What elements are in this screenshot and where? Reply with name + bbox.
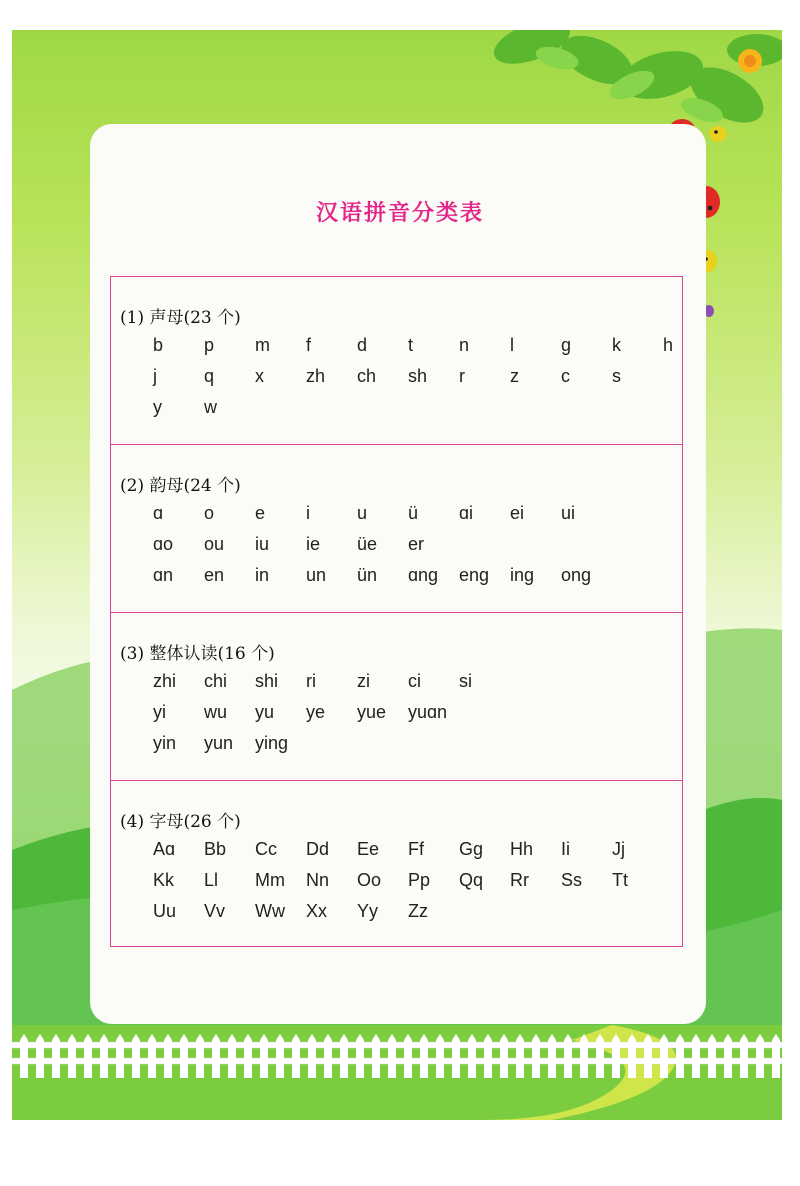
pinyin-item: ing: [510, 565, 535, 585]
pinyin-row: [111, 733, 682, 757]
pinyin-item: ün: [357, 565, 378, 585]
pinyin-item: x: [255, 366, 264, 386]
pinyin-item: yin: [153, 733, 177, 753]
fence-picket: [452, 1034, 460, 1078]
pinyin-item: e: [255, 503, 266, 523]
fence-picket: [612, 1034, 620, 1078]
pinyin-item: ü: [408, 503, 419, 523]
pinyin-row: [111, 565, 682, 589]
fence-picket: [404, 1034, 412, 1078]
pinyin-row: [111, 901, 682, 925]
fence-picket: [772, 1034, 780, 1078]
pinyin-item: ɑ: [153, 503, 164, 523]
fence-picket: [52, 1034, 60, 1078]
pinyin-row: [111, 366, 682, 390]
pinyin-item: Ee: [357, 839, 380, 859]
pinyin-item: ong: [561, 565, 592, 585]
pinyin-item: d: [357, 335, 368, 355]
fence-picket: [260, 1034, 268, 1078]
pinyin-item: ch: [357, 366, 377, 386]
pinyin-item: Dd: [306, 839, 330, 859]
fence-picket: [596, 1034, 604, 1078]
fence-picket: [420, 1034, 428, 1078]
pinyin-item: ye: [306, 702, 326, 722]
pinyin-item: iu: [255, 534, 270, 554]
pinyin-item: Nn: [306, 870, 330, 890]
fence-picket: [468, 1034, 476, 1078]
pinyin-item: eng: [459, 565, 490, 585]
table-section: [111, 781, 682, 949]
pinyin-item: Oo: [357, 870, 382, 890]
fence-picket: [132, 1034, 140, 1078]
pinyin-item: Cc: [255, 839, 277, 859]
fence-picket: [708, 1034, 716, 1078]
pinyin-item: zi: [357, 671, 370, 691]
pinyin-row: [111, 671, 682, 695]
table-section: [111, 613, 682, 781]
pinyin-item: n: [459, 335, 470, 355]
pinyin-item: Aɑ: [153, 839, 176, 859]
pinyin-item: i: [306, 503, 310, 523]
pinyin-item: q: [204, 366, 215, 386]
fence-picket: [660, 1034, 668, 1078]
pinyin-item: Ss: [561, 870, 583, 890]
pinyin-item: sh: [408, 366, 428, 386]
pinyin-item: s: [612, 366, 621, 386]
fence-picket: [196, 1034, 204, 1078]
page-title: 汉语拼音分类表: [315, 200, 484, 226]
pinyin-item: Kk: [153, 870, 175, 890]
pinyin-item: ou: [204, 534, 225, 554]
pinyin-item: wu: [204, 702, 228, 722]
fence-picket: [20, 1034, 28, 1078]
pinyin-item: u: [357, 503, 368, 523]
pinyin-item: ɑng: [408, 565, 439, 585]
pinyin-item: Rr: [510, 870, 529, 890]
pinyin-item: Jj: [612, 839, 625, 859]
fence-picket: [676, 1034, 684, 1078]
pinyin-item: yi: [153, 702, 166, 722]
pinyin-item: k: [612, 335, 621, 355]
pinyin-item: r: [459, 366, 465, 386]
fence-picket: [692, 1034, 700, 1078]
pinyin-item: Ww: [255, 901, 285, 921]
pinyin-item: ui: [561, 503, 576, 523]
pinyin-item: ri: [306, 671, 316, 691]
pinyin-item: Bb: [204, 839, 227, 859]
fence-picket: [740, 1034, 748, 1078]
pinyin-item: zhi: [153, 671, 177, 691]
pinyin-item: er: [408, 534, 425, 554]
pinyin-item: w: [204, 397, 217, 417]
fence-picket: [100, 1034, 108, 1078]
section-heading: (3) 整体认读(16 个): [120, 644, 275, 664]
pinyin-row: [111, 870, 682, 894]
pinyin-row: [111, 397, 682, 421]
fence-picket: [532, 1034, 540, 1078]
pinyin-item: l: [510, 335, 514, 355]
section-heading: (4) 字母(26 个): [120, 812, 241, 832]
fence-picket: [324, 1034, 332, 1078]
pinyin-item: en: [204, 565, 225, 585]
pinyin-item: chi: [204, 671, 228, 691]
fence-picket: [484, 1034, 492, 1078]
pinyin-item: f: [306, 335, 312, 355]
table-section: [111, 445, 682, 613]
pinyin-item: yu: [255, 702, 275, 722]
fence-picket: [164, 1034, 172, 1078]
pinyin-item: b: [153, 335, 164, 355]
pinyin-item: zh: [306, 366, 326, 386]
fence-picket: [84, 1034, 92, 1078]
pinyin-item: ying: [255, 733, 289, 753]
pinyin-item: o: [204, 503, 215, 523]
pinyin-item: un: [306, 565, 327, 585]
pinyin-item: yue: [357, 702, 387, 722]
pinyin-item: si: [459, 671, 472, 691]
pinyin-item: Yy: [357, 901, 379, 921]
fence-picket: [724, 1034, 732, 1078]
fence-picket: [388, 1034, 396, 1078]
pinyin-item: ei: [510, 503, 525, 523]
fence-picket: [244, 1034, 252, 1078]
fence-picket: [372, 1034, 380, 1078]
fence-picket: [580, 1034, 588, 1078]
pinyin-item: Tt: [612, 870, 628, 890]
pinyin-item: ci: [408, 671, 421, 691]
pinyin-table: [110, 276, 683, 947]
fence-picket: [356, 1034, 364, 1078]
fence-picket: [564, 1034, 572, 1078]
pinyin-row: [111, 335, 682, 359]
pinyin-item: z: [510, 366, 519, 386]
pinyin-item: Vv: [204, 901, 226, 921]
section-heading: (1) 声母(23 个): [120, 308, 241, 328]
fence-picket: [116, 1034, 124, 1078]
pinyin-item: shi: [255, 671, 279, 691]
pinyin-item: c: [561, 366, 570, 386]
fence-picket: [308, 1034, 316, 1078]
pinyin-item: t: [408, 335, 414, 355]
fence-picket: [180, 1034, 188, 1078]
pinyin-item: ɑi: [459, 503, 474, 523]
pinyin-item: j: [153, 366, 157, 386]
pinyin-item: Zz: [408, 901, 428, 921]
pinyin-item: Mm: [255, 870, 285, 890]
fence-picket: [644, 1034, 652, 1078]
pinyin-item: ɑn: [153, 565, 174, 585]
fence-picket: [36, 1034, 44, 1078]
section-heading: (2) 韵母(24 个): [120, 476, 241, 496]
fence-picket: [148, 1034, 156, 1078]
fence-picket: [516, 1034, 524, 1078]
pinyin-item: Qq: [459, 870, 484, 890]
fence-picket: [212, 1034, 220, 1078]
pinyin-item: m: [255, 335, 270, 355]
fence-picket: [628, 1034, 636, 1078]
fence-picket: [68, 1034, 76, 1078]
pinyin-item: ie: [306, 534, 321, 554]
pinyin-item: ɑo: [153, 534, 174, 554]
pinyin-item: Gg: [459, 839, 484, 859]
pinyin-item: p: [204, 335, 215, 355]
pinyin-item: Uu: [153, 901, 177, 921]
pinyin-item: Ff: [408, 839, 424, 859]
pinyin-row: [111, 839, 682, 863]
fence-picket: [276, 1034, 284, 1078]
pinyin-item: Hh: [510, 839, 534, 859]
fence-picket: [756, 1034, 764, 1078]
fence-picket: [548, 1034, 556, 1078]
pinyin-row: [111, 702, 682, 726]
pinyin-item: in: [255, 565, 270, 585]
pinyin-item: yun: [204, 733, 234, 753]
fence-picket: [292, 1034, 300, 1078]
pinyin-item: yuɑn: [408, 702, 448, 722]
fence-picket: [500, 1034, 508, 1078]
pinyin-item: h: [663, 335, 674, 355]
pinyin-row: [111, 503, 682, 527]
pinyin-row: [111, 534, 682, 558]
pinyin-item: üe: [357, 534, 378, 554]
pinyin-item: Pp: [408, 870, 431, 890]
pinyin-item: y: [153, 397, 162, 417]
pinyin-item: Ii: [561, 839, 570, 859]
pinyin-item: Ll: [204, 870, 219, 890]
pinyin-item: Xx: [306, 901, 328, 921]
fence-picket: [228, 1034, 236, 1078]
fence-picket: [340, 1034, 348, 1078]
table-section: [111, 277, 682, 445]
pinyin-item: g: [561, 335, 572, 355]
fence-picket: [436, 1034, 444, 1078]
